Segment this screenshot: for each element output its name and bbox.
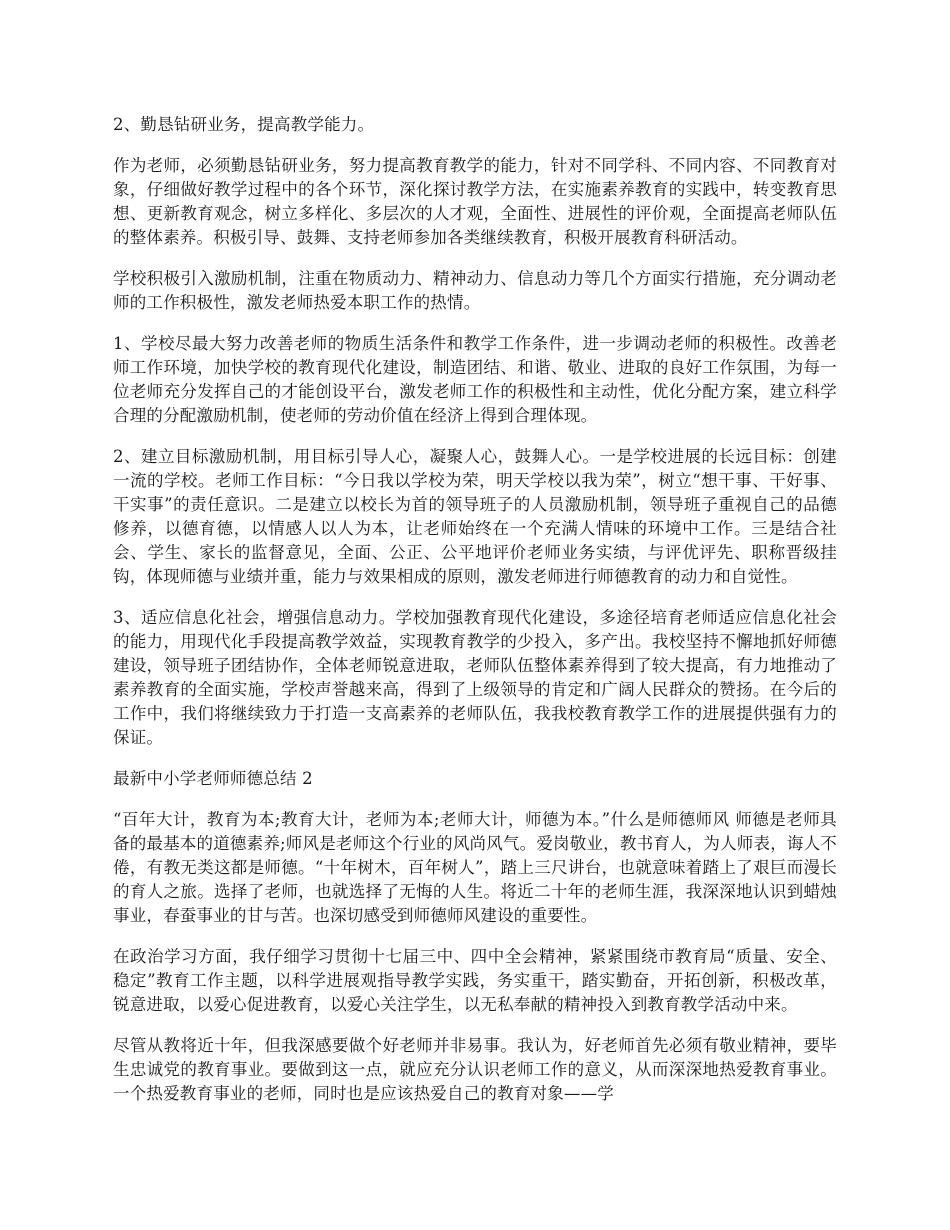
document-body — [113, 113, 837, 1123]
section-heading-teaching-ability: 2、勤恳钻研业务，提高教学能力。 — [113, 115, 375, 134]
paragraph-incentive-mechanism: 学校积极引入激励机制，注重在物质动力、精神动力、信息动力等几个方面实行措施，充分调动老师的工作积极性，激发老师热爱本职工作的热情。 — [113, 269, 837, 312]
paragraph-goal-incentive: 2、建立目标激励机制，用目标引导人心，凝聚人心，鼓舞人心。一是学校进展的长远目标：创建一流的学校。老师工作目标：“今日我以学校为荣，明天学校以我为荣”，树立“想干事、干好事、干实事”的责任意识。二是建立以校长为首的领导班子的人员激励机制，领导班子重视自己的品德修养，以德育德，以情感人以人为本，让老师始终在一个充满人情味的环境中工作。三是结合社会、学生、家长的监督意见，全面、公正、公平地评价老师业务实绩，与评优评先、职称晋级挂钩，体现师德与业绩并重，能力与效果相成的原则，激发老师进行师德教育的动力和自觉性。 — [113, 447, 837, 586]
paragraph-teacher-ethics: “百年大计，教育为本;教育大计，老师为本;老师大计，师德为本。”什么是师德师风 师德是老师具备的最基本的道德素养;师风是老师这个行业的风尚风气。爱岗敬业，教书育人，为人师表，诲人不倦，有教无类这都是师德。“十年树木，百年树人”，踏上三尺讲台，也就意味着踏上了艰巨而漫长的育人之旅。选择了老师，也就选择了无悔的人生。将近二十年的老师生涯，我深深地认识到蜡烛事业，春蚕事业的甘与苦。也深切感受到师德师风建设的重要性。 — [113, 810, 837, 925]
paragraph-information-society: 3、适应信息化社会，增强信息动力。学校加强教育现代化建设，多途径培育老师适应信息化社会的能力，用现代化手段提高教学效益，实现教育教学的少投入，多产出。我校坚持不懈地抓好师德建设，领导班子团结协作，全体老师锐意进取，老师队伍整体素养得到了较大提高，有力地推动了素养教育的全面实施，学校声誉越来高，得到了上级领导的肯定和广阔人民群众的赞扬。在今后的工作中，我们将继续致力于打造一支高素养的老师队伍，我我校教育教学工作的进展提供强有力的保证。 — [113, 608, 837, 747]
paragraph-material-conditions: 1、学校尽最大努力改善老师的物质生活条件和教学工作条件，进一步调动老师的积极性。改善老师工作环境，加快学校的教育现代化建设，制造团结、和谐、敬业、进取的良好工作氛围，为每一位老师充分发挥自己的才能创设平台，激发老师工作的积极性和主动性，优化分配方案，建立科学合理的分配激励机制，使老师的劳动价值在经济上得到合理体现。 — [113, 334, 837, 425]
paragraph-good-teacher: 尽管从教将近十年，但我深感要做个好老师并非易事。我认为，好老师首先必须有敬业精神，要毕生忠诚党的教育事业。要做到这一点，就应充分认识老师工作的意义，从而深深地热爱教育事业。一个热爱教育事业的老师，同时也是应该热爱自己的教育对象——学 — [113, 1036, 837, 1103]
section-heading-summary-2: 最新中小学老师师德总结 2 — [113, 769, 313, 788]
paragraph-political-study: 在政治学习方面，我仔细学习贯彻十七届三中、四中全会精神，紧紧围绕市教育局“质量、安全、稳定”教育工作主题，以科学进展观指导教学实践，务实重干，踏实勤奋，开拓创新，积极改革，锐意进取，以爱心促进教育，以爱心关注学生，以无私奉献的精神投入到教育教学活动中来。 — [113, 947, 837, 1014]
paragraph-teacher-study: 作为老师，必须勤恳钻研业务，努力提高教育教学的能力，针对不同学科、不同内容、不同教育对象，仔细做好教学过程中的各个环节，深化探讨教学方法，在实施素养教育的实践中，转变教育思想、更新教育观念，树立多样化、多层次的人才观，全面性、进展性的评价观，全面提高老师队伍的整体素养。积极引导、鼓舞、支持老师参加各类继续教育，积极开展教育科研活动。 — [113, 156, 837, 247]
